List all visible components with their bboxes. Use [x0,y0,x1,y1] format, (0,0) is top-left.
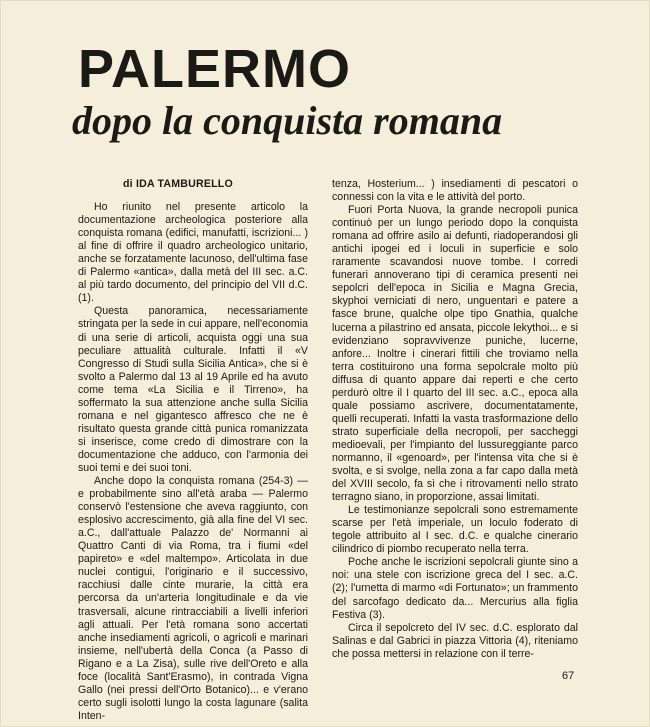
paragraph: Anche dopo la conquista romana (254-3) — e probabilmente sino all'età araba — Palermo conservò l'estensione che aveva raggiunto, con esplosivo accrescimento, già alla fine del VI sec. a.C., dall'attuale Palazzo de' Normanni ai Quattro Canti di via Roma, tra i fiumi «del papireto» e «del maltempo». Articolata in due nuclei contigui, l'originario e il successivo, racchiusi dalle cinte murarie, la città era percorsa da un'arteria longitudinale e da vie trasversali, alcune rintracciabili a livelli inferiori agli attuali. Per l'età romana sono accertati anche insediamenti agricoli, o agricoli e marinari insieme, nell'ubertà della Conca (a Passo di Rigano e a La Zisa), sulle rive dell'Oreto e alla foce (località Sant'Erasmo), in contrada Vigna Gallo (nei pressi dell'Orto Botanico)... e v'erano certo sugli isolotti lungo la costa lagunare (salita Inten- [78,475,308,722]
page-number: 67 [562,670,575,682]
paragraph: Poche anche le iscrizioni sepolcrali giunte sino a noi: una stele con iscrizione greca del I sec. a.C. (2); l'urnetta di marmo «di Fortunato»; un frammento del sarcofago dedicato da... Mercurius alla figlia Festiva (3). [332,556,578,621]
paragraph: Ho riunito nel presente articolo la documentazione archeologica posteriore alla conquista romana (edifici, manufatti, iscrizioni... ) al fine di offrire il quadro archeologico unitario, anche se forzatamente lacunoso, dell'ultima fase di Palermo «antica», dalla metà del III sec. a.C. al più tardo documento, del principio del VII d.C. (1). [78,201,308,305]
paragraph: tenza, Hosterium... ) insediamenti di pescatori o connessi con la vita e le attività del porto. [332,178,578,204]
paragraph: Questa panoramica, necessariamente stringata per la sede in cui appare, nell'economia di una serie di articoli, acquista oggi una sua peculiare attualità culturale. Infatti il «V Congresso di Studi sulla Sicilia Antica», che si è svolto a Palermo dal 13 al 19 Aprile ed ha avuto come tema «La Sicilia e il Tirreno», ha soffermato la sua attenzione anche sulla Sicilia romana e nel gigantesco affresco che ne è risultato questa grande città punica romanizzata si inserisce, come credo di dimostrare con la documentazione che adduco, con l'armonia dei suoi temi e dei suoi toni. [78,305,308,474]
paragraph: Circa il sepolcreto del IV sec. d.C. esplorato dal Salinas e dal Gabrici in piazza Vittoria (4), riteniamo che possa mettersi in relazione con il terre- [332,621,578,660]
article-subtitle: dopo la conquista romana [72,98,503,143]
paragraph: Le testimonianze sepolcrali sono estremamente scarse per l'età imperiale, un loculo foderato di tegole attribuito al I sec. d.C. e qualche cinerario cilindrico di piombo recuperato nella terra. [332,504,578,556]
byline: di IDA TAMBURELLO [123,178,233,190]
left-column [78,178,308,723]
paragraph: Fuori Porta Nuova, la grande necropoli punica continuò per un lungo periodo dopo la conquista romana ad offrire asilo ai defunti, riadoperandosi gli antichi ipogei ed i loculi in superficie e solo raramente scavandosi nuove tombe. I corredi funerari annoverano tipi di ceramica presenti nei sepolcri dell'epoca in Sicilia e Magna Grecia, skyphoi verniciati di nero, unguentari e patere a fasce brune, qualche olpe tipo Gnathia, qualche lucerna a pilastrino ed ansata, piccole lekythoi... e si evidenziano sopravvivenze puniche, lucerne, anfore... Inoltre i cinerari fittili che troviamo nella terra costituirono una forma sepolcrale molto più diffusa di quanto appare dai reperti e che certo perdurò oltre il I quarto del III sec. a.C., epoca alla quale possiamo ascrivere, documentatamente, quelli recuperati. Infatti la vasta trasformazione dello strato superficiale della necropoli, per saccheggi medioevali, per l'impianto del lussureggiante parco normanno, il «genoard», per l'intensa vita che si è svolta, e si svolge, nella zona a far capo dalla metà del XVIII secolo, fa sì che i ritrovamenti nello strato terragno siano, in proporzione, assai limitati. [332,204,578,504]
right-column [332,178,578,661]
article-title: PALERMO [78,39,351,99]
